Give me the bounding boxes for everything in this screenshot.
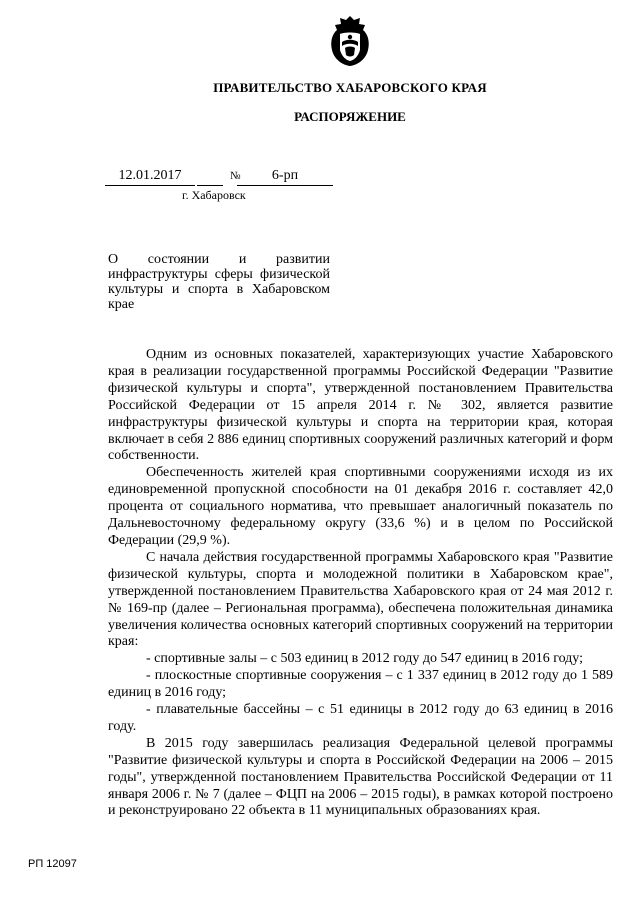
- coat-of-arms-emblem: [328, 12, 372, 68]
- body-paragraph: Обеспеченность жителей края спортивными сооружениями исходя из их единовременной пропускной способности на 01 декабря 2016 г. составляет 42,0 процента от социального норматива, что превышает аналогичный показатель по Дальневосточному федеральному округу (33,6 %) и в целом по Российской Федерации (29,9 %).: [108, 465, 613, 548]
- number-sign: №: [230, 170, 241, 182]
- document-body: [108, 347, 613, 820]
- document-date: 12.01.2017: [105, 168, 195, 186]
- body-paragraph: Одним из основных показателей, характеризующих участие Хабаровского края в реализации государственной программы Российской Федерации "Развитие физической культуры и спорта", утвержденной постановлением Правительства Российской Федерации от 15 апреля 2014 г. № 302, является развитие инфраструктуры физической культуры и спорта на территории края, которая включает в себя 2 886 единиц спортивных сооружений различных категорий и форм собственности.: [108, 347, 613, 464]
- document-city: г. Хабаровск: [182, 188, 246, 202]
- document-subject: О состоянии и развитии инфраструктуры сферы физической культуры и спорта в Хабаровском крае: [108, 252, 330, 312]
- date-underline: [197, 168, 223, 186]
- list-item: - спортивные залы – с 503 единиц в 2012 году до 547 единиц в 2016 году;: [146, 651, 584, 667]
- list-item: - плоскостные спортивные сооружения – с 1 337 единиц в 2012 году до 1 589 единиц в 2016 году;: [108, 668, 613, 701]
- footer-code: РП 12097: [28, 858, 77, 870]
- list-item: - плавательные бассейны – с 51 единицы в 2012 году до 63 единиц в 2016 году.: [108, 702, 613, 734]
- government-title: ПРАВИТЕЛЬСТВО ХАБАРОВСКОГО КРАЯ: [213, 80, 487, 95]
- body-paragraph: С начала действия государственной программы Хабаровского края "Развитие физической культуры, спорта и молодежной политики в Хабаровском крае", утвержденной постановлением Правительства Хабаровского края от 24 мая 2012 г. № 169-пр (далее – Региональная программа), обеспечена положительная динамика увеличения количества основных категорий спортивных сооружений на территории края:: [108, 549, 613, 650]
- document-type: РАСПОРЯЖЕНИЕ: [294, 109, 406, 124]
- body-paragraph: В 2015 году завершилась реализация Федеральной целевой программы "Развитие физической культуры и спорта в Российской Федерации на 2006 – 2015 годы", утвержденной постановлением Правительства Российской Федерации от 11 января 2006 г. № 7 (далее – ФЦП на 2006 – 2015 годы), в рамках которой построено и реконструировано 22 объекта в 11 муниципальных образованиях края.: [108, 735, 613, 819]
- document-number: 6-рп: [237, 168, 333, 186]
